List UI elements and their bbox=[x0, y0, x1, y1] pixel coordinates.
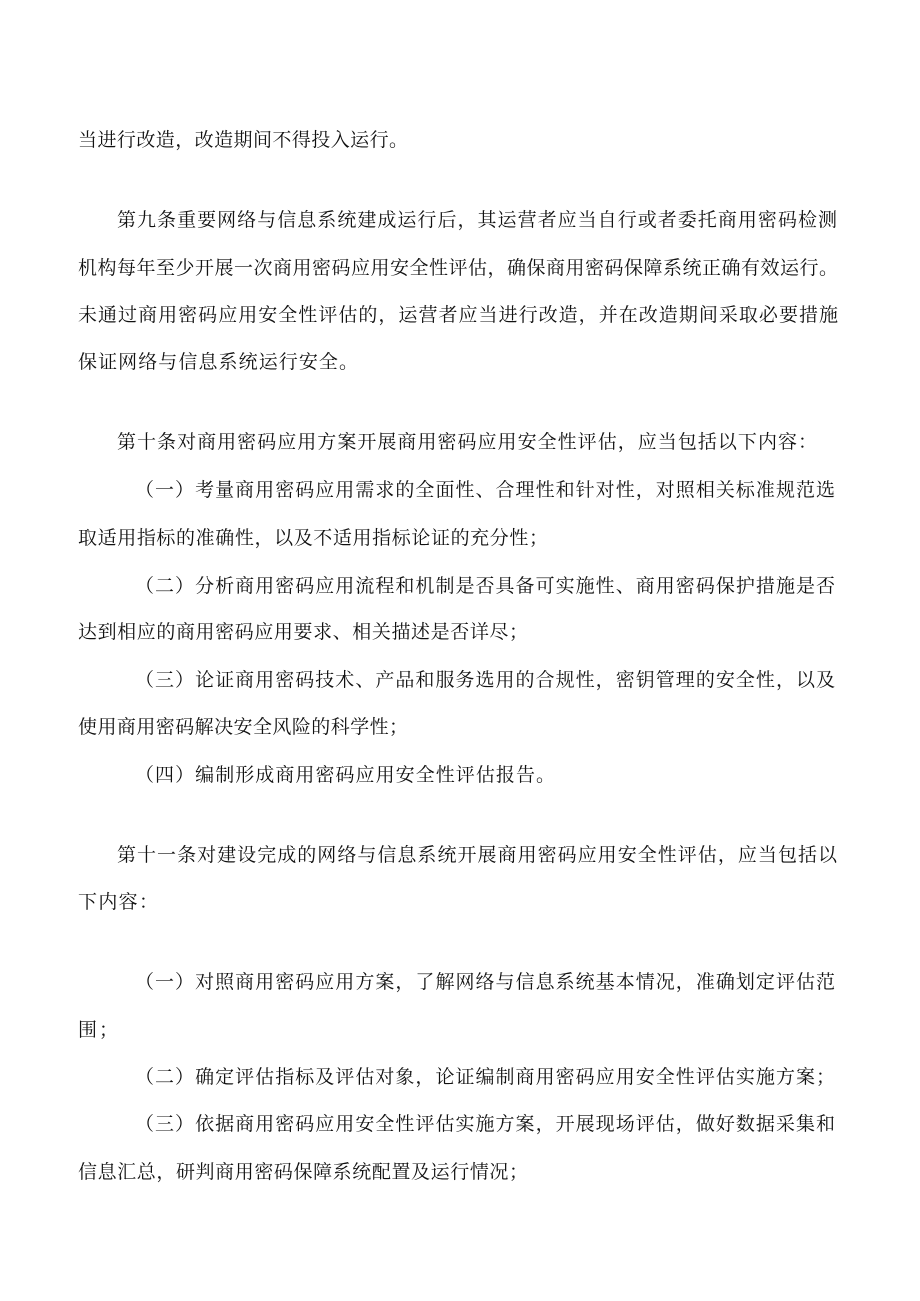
text-line-19: （三）依据商用密码应用安全性评估实施方案，开展现场评估，做好数据采集和 bbox=[135, 1113, 837, 1135]
text-line-17: 围； bbox=[78, 1019, 121, 1041]
text-line-20: 信息汇总，研判商用密码保障系统配置及运行情况； bbox=[78, 1161, 529, 1183]
text-line-13: （四）编制形成商用密码应用安全性评估报告。 bbox=[135, 764, 557, 786]
text-line-2: 第九条重要网络与信息系统建成运行后，其运营者应当自行或者委托商用密码检测 bbox=[117, 209, 839, 231]
text-line-11: （三）论证商用密码技术、产品和服务选用的合规性，密钥管理的安全性，以及 bbox=[135, 669, 837, 691]
text-line-9: （二）分析商用密码应用流程和机制是否具备可实施性、商用密码保护措施是否 bbox=[135, 575, 837, 597]
text-line-6: 第十条对商用密码应用方案开展商用密码应用安全性评估，应当包括以下内容： bbox=[117, 431, 819, 453]
text-line-1: 当进行改造，改造期间不得投入运行。 bbox=[78, 129, 409, 151]
text-line-12: 使用商用密码解决安全风险的科学性； bbox=[78, 716, 409, 738]
text-line-4: 未通过商用密码应用安全性评估的，运营者应当进行改造，并在改造期间采取必要措施 bbox=[78, 304, 840, 326]
text-line-15: 下内容： bbox=[78, 891, 160, 913]
text-line-14: 第十一条对建设完成的网络与信息系统开展商用密码应用安全性评估，应当包括以 bbox=[117, 844, 839, 866]
text-line-3: 机构每年至少开展一次商用密码应用安全性评估，确保商用密码保障系统正确有效运行。 bbox=[78, 257, 839, 279]
text-line-10: 达到相应的商用密码应用要求、相关描述是否详尽； bbox=[78, 621, 529, 643]
text-line-16: （一）对照商用密码应用方案，了解网络与信息系统基本情况，准确划定评估范 bbox=[135, 971, 837, 993]
text-line-7: （一）考量商用密码应用需求的全面性、合理性和针对性，对照相关标准规范选 bbox=[135, 479, 837, 501]
text-line-8: 取适用指标的准确性，以及不适用指标论证的充分性； bbox=[78, 527, 549, 549]
text-line-5: 保证网络与信息系统运行安全。 bbox=[78, 351, 360, 373]
text-line-18: （二）确定评估指标及评估对象，论证编制商用密码应用安全性评估实施方案； bbox=[135, 1066, 837, 1088]
